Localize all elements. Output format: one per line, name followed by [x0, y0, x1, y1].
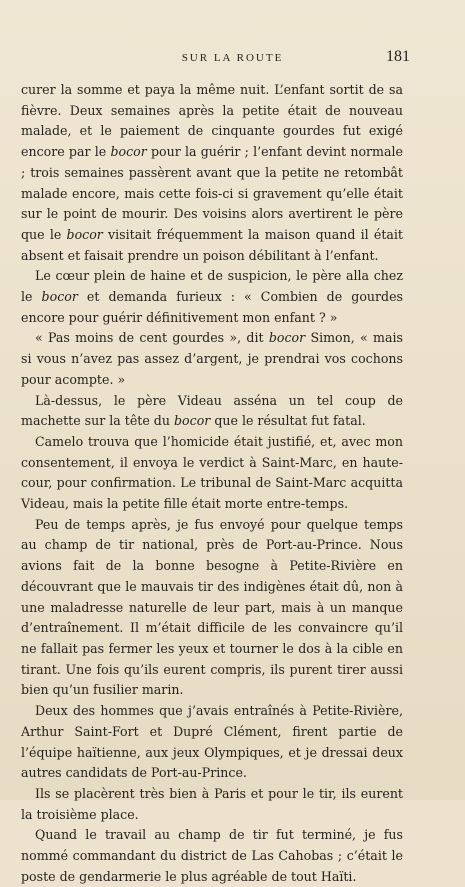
paragraph	[21, 432, 403, 515]
text-run: Quand le travail au champ de tir fut terminé, je fus nommé commandant du district de Las Cahobas ; c’était le poste de gendarmerie le plus agréable de tout Haïti.	[21, 827, 403, 884]
paragraph	[21, 266, 403, 328]
italic-term: bocor	[268, 330, 306, 346]
paragraph	[21, 701, 403, 784]
italic-term: bocor	[174, 413, 211, 429]
italic-term: bocor	[41, 289, 78, 305]
running-head: SUR LA ROUTE	[181, 52, 284, 64]
text-run: Simon, « mais si vous n’avez pas assez d’argent, je prendrai vos cochons pour acompte. »	[21, 330, 403, 387]
page-header	[55, 48, 410, 72]
text-run: visitait fréquemment la maison quand il était absent et faisait prendre un poison débilitant à l’enfant.	[21, 226, 403, 263]
text-run: Peu de temps après, je fus envoyé pour quelque temps au champ de tir national, près de Port-au-Prince. Nous avions fait de la bonne besogne à Petite-Rivière en découvrant que le mauvais tir des indigènes était dû, non à une maladresse naturelle de leur part, mais à un manque d’entraînement. Il m’était difficile de les convaincre qu’il ne fallait pas fermer les yeux et tourner le dos à la cible en tirant. Une fois qu’ils eurent compris, ils purent tirer aussi bien qu’un fusilier marin.	[21, 516, 403, 698]
italic-term: bocor	[110, 144, 147, 160]
text-run: et demanda furieux : « Combien de gourdes encore pour guérir définitivement mon enfant ? »	[21, 289, 404, 325]
text-run: Le cœur plein de haine et de suspicion, le père alla chez le	[21, 268, 403, 305]
paragraph	[21, 80, 403, 266]
paragraph	[21, 784, 403, 825]
text-run: Camelo trouva que l’homicide était justifié, et, avec mon consentement, il envoya le verdict à Saint-Marc, en haute-cour, pour confirmation. Le tribunal de Saint-Marc acquitta Videau, mais la petite fille était morte entre-temps.	[21, 433, 403, 512]
paragraph	[21, 328, 403, 390]
text-run: pour la guérir ; l’enfant devint normale ; trois semaines passèrent avant que la petite ne retombât malade encore, mais cette fois-ci si gravement qu’elle était sur le point de mourir. Des voisins alors avertirent le père que le	[21, 144, 403, 242]
paragraph	[21, 391, 403, 432]
italic-term: bocor	[66, 226, 103, 242]
page-number: 181	[386, 48, 410, 65]
text-run: que le résultat fut fatal.	[210, 413, 366, 429]
paragraph	[21, 825, 403, 887]
text-run: curer la somme et paya la même nuit. L’enfant sortit de sa fièvre. Deux semaines après la petite était de nouveau malade, et le paiement de cinquante gourdes fut exigé encore par le	[21, 82, 403, 160]
text-run: Là-dessus, le père Videau asséna un tel coup de machette sur la tête du	[21, 392, 403, 429]
body-text	[21, 80, 403, 887]
text-run: Ils se placèrent très bien à Paris et pour le tir, ils eurent la troisième place.	[21, 785, 403, 822]
paragraph	[21, 515, 403, 701]
text-run: Deux des hommes que j’avais entraînés à Petite-Rivière, Arthur Saint-Fort et Dupré Clément, firent partie de l’équipe haïtienne, aux jeux Olympiques, et je dressai deux autres candidats de Port-au-Prince.	[21, 703, 403, 781]
text-run: « Pas moins de cent gourdes », dit	[35, 330, 269, 346]
